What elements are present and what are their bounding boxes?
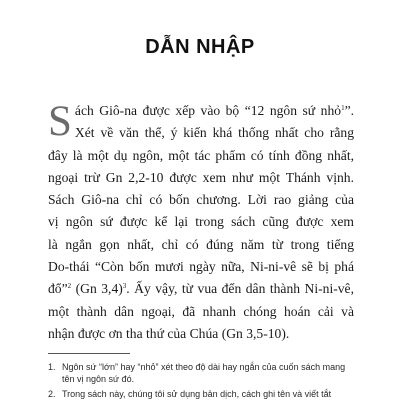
chapter-title: DẪN NHẬP	[145, 36, 255, 58]
footnote-line: tên vị ngôn sứ đó.	[62, 374, 135, 384]
body-line: là ngắn gọn nhất, chỉ có đúng năm từ trong tiếng	[48, 236, 354, 252]
footnote-ref: 1	[341, 104, 345, 112]
body-line: ách Giô-na được xếp vào bộ “12 ngôn sứ nhỏ$^1$”.	[74, 103, 354, 118]
body-line: nhận được ơn tha thứ của Chúa (Gn 3,5-10).	[48, 325, 290, 341]
body-line: vị ngôn sứ được kể lại trong sách cũng được xem	[48, 214, 354, 230]
body-line: Do-thái “Còn bốn mươi ngày nữa, Ni-ni-vê sẽ bị phá	[48, 259, 354, 275]
body-line: Xét về văn thể, ý kiến khá thống nhất cho rằng	[74, 125, 354, 141]
footnote-number: 1.	[48, 362, 56, 372]
footnote-divider	[48, 353, 130, 354]
footnote-number: 2.	[48, 389, 56, 399]
body-line: một thành dân ngoại, đã nhanh chóng hoán cải và	[48, 303, 354, 319]
footnote	[48, 388, 358, 400]
footnote-line: Ngôn sứ “lớn” hay “nhỏ” xét theo độ dài hay ngắn của cuốn sách mang	[62, 362, 346, 372]
body-line: Sách Giô-na chỉ có bốn chương. Lời rao giảng của	[48, 192, 354, 208]
footnote	[48, 361, 358, 385]
footnote-line: Trong sách này, chúng tôi sử dụng bản dịch, cách ghi tên và viết tắt	[62, 389, 332, 399]
body-paragraph	[48, 100, 354, 345]
footnote-ref: 3	[122, 282, 127, 291]
body-line: ngoại trừ Gn 2,2-10 được xem như một Thánh vịnh.	[48, 169, 354, 185]
footnotes	[48, 361, 358, 400]
body-line: đây là một dụ ngôn, một tác phẩm có tính đồng nhất,	[48, 147, 354, 163]
drop-cap: S	[48, 98, 72, 145]
footnote-ref: 2	[67, 282, 72, 291]
body-line: đổ”$^2$ (Gn 3,4)$^3$. Ấy vậy, từ vua đến dân thành Ni-ni-vê,	[48, 281, 354, 297]
